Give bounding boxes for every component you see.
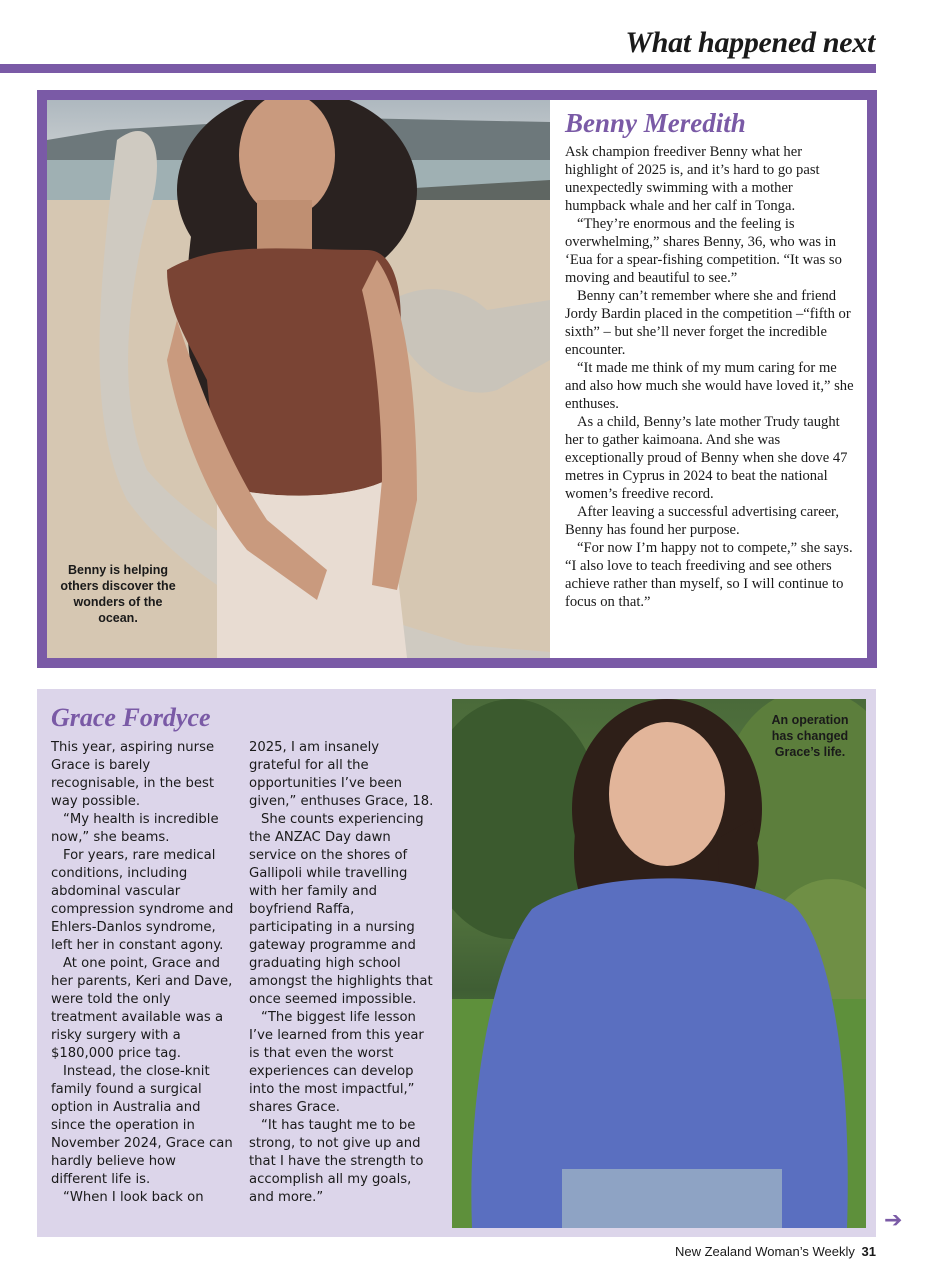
paragraph: Ask champion freediver Benny what her highlight of 2025 is, and it’s hard to go past unexpectedly swimming with a mother humpback whale and her calf in Tonga. — [565, 144, 820, 214]
paragraph: “The biggest life lesson I’ve learned from this year is that even the worst experiences can develop into the most impactful,” shares Grace. — [249, 1010, 424, 1115]
paragraph: At one point, Grace and her parents, Keri and Dave, were told the only treatment available was a risky surgery with a $180,000 price tag. — [51, 956, 233, 1061]
paragraph: “It made me think of my mum caring for me and also how much she would have loved it,” she enthuses. — [565, 360, 854, 412]
paragraph: As a child, Benny’s late mother Trudy taught her to gather kaimoana. And she was exceptionally proud of Benny when she dove 47 metres in Cyprus in 2024 to beat the national women’s freedive record. — [565, 414, 848, 502]
benny-heading: Benny Meredith — [565, 108, 746, 138]
paragraph: She counts experiencing the ANZAC Day dawn service on the shores of Gallipoli while travelling with her family and boyfriend Raffa, participating in a nursing gateway programme and graduating high school amongst the highlights that once seemed impossible. — [249, 812, 433, 1007]
paragraph: 2025, I am insanely grateful for all the opportunities I’ve been given,” enthuses Grace, 18. — [249, 740, 434, 809]
paragraph: Instead, the close-knit family found a surgical option in Australia and since the operation in November 2024, Grace can hardly believe how different life is. — [51, 1064, 233, 1187]
paragraph: For years, rare medical conditions, including abdominal vascular compression syndrome and Ehlers-Danlos syndrome, left her in constant agony. — [51, 848, 234, 953]
paragraph: After leaving a successful advertising career, Benny has found her purpose. — [565, 504, 839, 538]
grace-photo-caption: An operation has changed Grace’s life. — [771, 713, 849, 759]
paragraph: “It has taught me to be strong, to not give up and that I have the strength to accomplish all my goals, and more.” — [249, 1118, 424, 1205]
paragraph: “For now I’m happy not to compete,” she says. “I also love to teach freediving and see others achieve rather than myself, so I will continue to focus on that.” — [565, 540, 853, 610]
page-number: 31 — [861, 1244, 876, 1259]
header-divider — [0, 64, 876, 73]
benny-article-text — [565, 143, 855, 611]
grace-article-column-1 — [51, 739, 236, 1207]
paragraph: “They’re enormous and the feeling is overwhelming,” shares Benny, 36, who was in ‘Eua for a spear-fishing competition. “It was so moving and beautiful to see.” — [565, 216, 842, 286]
next-page-arrow-icon: ➔ — [884, 1208, 903, 1233]
grace-article-column-2 — [249, 739, 434, 1207]
paragraph: Benny can’t remember where she and friend Jordy Bardin placed in the competition –“fifth or sixth” – but she’ll never forget the incredible encounter. — [565, 288, 851, 358]
publication-name: New Zealand Woman’s Weekly — [674, 1244, 855, 1259]
grace-photo — [452, 699, 866, 1228]
paragraph: This year, aspiring nurse Grace is barely recognisable, in the best way possible. — [51, 740, 215, 809]
paragraph: “My health is incredible now,” she beams. — [51, 812, 219, 845]
page-footer — [675, 1244, 876, 1259]
benny-photo-caption: Benny is helping others discover the wonders of the ocean. — [60, 563, 176, 625]
page-title: What happened next — [625, 26, 875, 59]
grace-heading: Grace Fordyce — [51, 703, 211, 732]
paragraph: “When I look back on — [63, 1190, 204, 1205]
